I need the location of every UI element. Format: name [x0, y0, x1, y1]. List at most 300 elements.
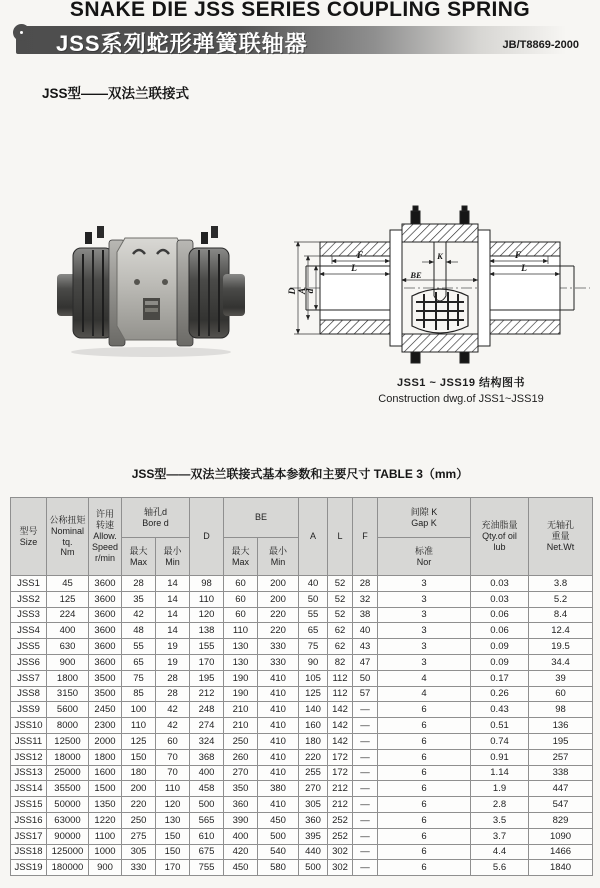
table-cell: 360: [224, 797, 258, 813]
table-cell: 110: [224, 623, 258, 639]
table-cell: 500: [299, 860, 328, 876]
table-cell: 3: [378, 639, 471, 655]
table-cell: 6: [378, 812, 471, 828]
table-cell: 52: [328, 591, 353, 607]
table-cell: JSS9: [11, 702, 47, 718]
table-cell: 62: [328, 639, 353, 655]
col-header-bore-max: 最大 Max: [122, 538, 156, 576]
table-cell: 28: [156, 686, 190, 702]
table-cell: 6: [378, 718, 471, 734]
table-cell: 62: [328, 623, 353, 639]
section-heading: JSS型——双法兰联接式: [42, 86, 190, 101]
table-cell: 3600: [89, 623, 122, 639]
table-cell: 410: [258, 670, 299, 686]
table-cell: JSS2: [11, 591, 47, 607]
table-cell: —: [353, 781, 378, 797]
table-cell: 338: [529, 765, 593, 781]
table-cell: 755: [190, 860, 224, 876]
table-row: [11, 718, 593, 734]
table-cell: 5.6: [471, 860, 529, 876]
table-cell: 1220: [89, 812, 122, 828]
table-cell: 3500: [89, 670, 122, 686]
table-cell: JSS5: [11, 639, 47, 655]
table-cell: 112: [328, 670, 353, 686]
table-cell: 138: [190, 623, 224, 639]
table-cell: 57: [353, 686, 378, 702]
table-cell: JSS17: [11, 828, 47, 844]
table-cell: 0.09: [471, 654, 529, 670]
table-cell: 3600: [89, 654, 122, 670]
table-cell: 360: [299, 812, 328, 828]
table-cell: 14: [156, 623, 190, 639]
table-cell: 120: [190, 607, 224, 623]
table-cell: 38: [353, 607, 378, 623]
col-header-gap-k: 间隙 K Gap K: [378, 498, 471, 538]
table-cell: 540: [258, 844, 299, 860]
table-cell: 675: [190, 844, 224, 860]
table-cell: 220: [258, 623, 299, 639]
table-cell: 50: [353, 670, 378, 686]
dim-label-A: A: [298, 287, 308, 295]
table-cell: 14: [156, 576, 190, 592]
table-cell: 60: [529, 686, 593, 702]
col-header-size: 型号 Size: [11, 498, 47, 576]
table-cell: 82: [328, 654, 353, 670]
banner-title-cn: JSS系列蛇形弹簧联轴器: [56, 31, 308, 56]
table-cell: 305: [122, 844, 156, 860]
table-row: [11, 576, 593, 592]
col-header-speed: 许用 转速 Allow. Speed r/min: [89, 498, 122, 576]
table-cell: 255: [299, 765, 328, 781]
table-cell: 50000: [47, 797, 89, 813]
table-cell: 0.03: [471, 576, 529, 592]
table-cell: 350: [224, 781, 258, 797]
table-row: [11, 670, 593, 686]
table-cell: 252: [328, 828, 353, 844]
table-cell: 155: [190, 639, 224, 655]
table-cell: 420: [224, 844, 258, 860]
table-cell: 0.03: [471, 591, 529, 607]
table-cell: 40: [353, 623, 378, 639]
table-cell: 440: [299, 844, 328, 860]
table-cell: JSS13: [11, 765, 47, 781]
ring-icon: [13, 24, 30, 41]
table-cell: 6: [378, 702, 471, 718]
table-cell: 500: [190, 797, 224, 813]
table-row: [11, 623, 593, 639]
table-cell: 5.2: [529, 591, 593, 607]
table-cell: 125: [122, 733, 156, 749]
table-cell: 2300: [89, 718, 122, 734]
col-header-L: L: [328, 498, 353, 576]
table-cell: 500: [258, 828, 299, 844]
table-cell: 25000: [47, 765, 89, 781]
table-cell: 142: [328, 702, 353, 718]
table-cell: 6: [378, 828, 471, 844]
table-cell: 32: [353, 591, 378, 607]
table-cell: 12500: [47, 733, 89, 749]
table-cell: 42: [156, 718, 190, 734]
table-cell: 98: [190, 576, 224, 592]
table-cell: 52: [328, 607, 353, 623]
table-cell: 252: [328, 812, 353, 828]
table-cell: 212: [328, 781, 353, 797]
table-cell: 0.06: [471, 607, 529, 623]
table-cell: 125: [299, 686, 328, 702]
table-cell: 547: [529, 797, 593, 813]
table-cell: JSS12: [11, 749, 47, 765]
table-cell: 0.74: [471, 733, 529, 749]
table-cell: 130: [224, 654, 258, 670]
table-cell: 260: [224, 749, 258, 765]
dim-label-K: K: [437, 251, 443, 261]
table-cell: 14: [156, 607, 190, 623]
table-cell: 112: [328, 686, 353, 702]
table-cell: JSS6: [11, 654, 47, 670]
table-cell: 330: [258, 639, 299, 655]
table-cell: 3.7: [471, 828, 529, 844]
col-header-bore-min: 最小 Min: [156, 538, 190, 576]
table-cell: 1000: [89, 844, 122, 860]
col-header-be-min: 最小 Min: [258, 538, 299, 576]
table-cell: 70: [156, 749, 190, 765]
table-cell: 170: [190, 654, 224, 670]
table-cell: 3500: [89, 686, 122, 702]
table-cell: 35500: [47, 781, 89, 797]
table-cell: 1500: [89, 781, 122, 797]
table-cell: 2450: [89, 702, 122, 718]
table-cell: 136: [529, 718, 593, 734]
table-cell: 14: [156, 591, 190, 607]
table-cell: 43: [353, 639, 378, 655]
table-cell: 4: [378, 670, 471, 686]
col-header-be-max: 最大 Max: [224, 538, 258, 576]
table-cell: 410: [258, 686, 299, 702]
table-header: [11, 498, 593, 576]
table-cell: 142: [328, 733, 353, 749]
table-cell: 1100: [89, 828, 122, 844]
table-cell: 900: [89, 860, 122, 876]
table-cell: 630: [47, 639, 89, 655]
col-header-A: A: [299, 498, 328, 576]
table-cell: 6: [378, 797, 471, 813]
table-cell: 410: [258, 797, 299, 813]
table-cell: 120: [156, 797, 190, 813]
table-cell: 400: [47, 623, 89, 639]
table-row: [11, 797, 593, 813]
table-cell: 55: [122, 639, 156, 655]
table-cell: 160: [299, 718, 328, 734]
table-cell: 98: [529, 702, 593, 718]
page-title: SNAKE DIE JSS SERIES COUPLING SPRING: [69, 0, 531, 21]
table-row: [11, 607, 593, 623]
table-cell: 302: [328, 860, 353, 876]
table-cell: 45: [47, 576, 89, 592]
table-cell: 42: [156, 702, 190, 718]
col-header-torque: 公称扭矩 Nominal tq. Nm: [47, 498, 89, 576]
table-cell: 18000: [47, 749, 89, 765]
table-cell: 63000: [47, 812, 89, 828]
table-cell: 47: [353, 654, 378, 670]
table-cell: 55: [299, 607, 328, 623]
table-cell: 35: [122, 591, 156, 607]
dim-label-d: d: [306, 288, 316, 294]
table-cell: 125: [47, 591, 89, 607]
table-cell: 0.26: [471, 686, 529, 702]
table-cell: —: [353, 860, 378, 876]
table-cell: 458: [190, 781, 224, 797]
col-header-BE: BE: [224, 498, 299, 538]
table-cell: JSS16: [11, 812, 47, 828]
figure-caption: [330, 374, 592, 405]
table-cell: 400: [190, 765, 224, 781]
table-cell: 142: [328, 718, 353, 734]
table-cell: 1350: [89, 797, 122, 813]
coupling-photo-graphic: [45, 212, 257, 366]
table-cell: 6: [378, 844, 471, 860]
table-cell: —: [353, 844, 378, 860]
table-cell: 110: [122, 718, 156, 734]
table-cell: 200: [122, 781, 156, 797]
col-header-weight: 无轴孔 重量 Net.Wt: [529, 498, 593, 576]
figure-caption-cn: JSS1 ~ JSS19 结构图书: [396, 377, 526, 389]
table-cell: 250: [224, 733, 258, 749]
table-row: [11, 686, 593, 702]
table-cell: JSS11: [11, 733, 47, 749]
table-cell: 60: [156, 733, 190, 749]
table-cell: 6: [378, 781, 471, 797]
table-cell: 3: [378, 576, 471, 592]
table-cell: 274: [190, 718, 224, 734]
table-cell: 224: [47, 607, 89, 623]
table-cell: 0.51: [471, 718, 529, 734]
table-row: [11, 828, 593, 844]
table-cell: 3600: [89, 639, 122, 655]
table-cell: 172: [328, 749, 353, 765]
table-cell: JSS7: [11, 670, 47, 686]
table-cell: JSS3: [11, 607, 47, 623]
table-row: [11, 749, 593, 765]
table-cell: 0.91: [471, 749, 529, 765]
table-cell: 305: [299, 797, 328, 813]
table-cell: —: [353, 812, 378, 828]
table-cell: 6: [378, 749, 471, 765]
table-cell: 75: [122, 670, 156, 686]
table-cell: 39: [529, 670, 593, 686]
table-cell: 180: [299, 733, 328, 749]
table-cell: 1600: [89, 765, 122, 781]
table-cell: 28: [353, 576, 378, 592]
table-cell: 65: [299, 623, 328, 639]
table-cell: 829: [529, 812, 593, 828]
table-cell: —: [353, 718, 378, 734]
table-cell: —: [353, 797, 378, 813]
table-cell: 150: [156, 844, 190, 860]
figure-caption-en: Construction dwg.of JSS1~JSS19: [378, 393, 544, 405]
table-cell: 3600: [89, 576, 122, 592]
table-cell: 212: [190, 686, 224, 702]
table-cell: 150: [156, 828, 190, 844]
table-row: [11, 765, 593, 781]
table-cell: —: [353, 749, 378, 765]
table-cell: 3600: [89, 591, 122, 607]
table-cell: 170: [156, 860, 190, 876]
table-cell: 324: [190, 733, 224, 749]
table-cell: JSS14: [11, 781, 47, 797]
table-cell: 48: [122, 623, 156, 639]
col-header-bore: 轴孔d Bore d: [122, 498, 190, 538]
table-cell: 395: [299, 828, 328, 844]
table-cell: 450: [258, 812, 299, 828]
table-cell: 3: [378, 623, 471, 639]
table-cell: 610: [190, 828, 224, 844]
table-cell: 19.5: [529, 639, 593, 655]
table-cell: 40: [299, 576, 328, 592]
table-cell: 200: [258, 591, 299, 607]
table-row: [11, 844, 593, 860]
table-cell: 330: [258, 654, 299, 670]
table-cell: 42: [122, 607, 156, 623]
table-cell: 210: [224, 718, 258, 734]
coupling-section-drawing: [284, 200, 596, 370]
table-cell: 5600: [47, 702, 89, 718]
standard-code: JB/T8869-2000: [502, 39, 579, 51]
table-cell: 60: [224, 576, 258, 592]
table-row: [11, 733, 593, 749]
table-cell: 6: [378, 765, 471, 781]
table-cell: 257: [529, 749, 593, 765]
table-row: [11, 781, 593, 797]
dim-label-F-left: F: [356, 251, 364, 261]
table-cell: JSS15: [11, 797, 47, 813]
table-cell: 1090: [529, 828, 593, 844]
table-cell: 390: [224, 812, 258, 828]
table-cell: 12.4: [529, 623, 593, 639]
table-cell: 250: [122, 812, 156, 828]
coupling-drawing-graphic: [284, 200, 596, 370]
dim-label-L-right: L: [521, 264, 527, 274]
dim-label-BE: BE: [410, 270, 422, 280]
table-cell: JSS19: [11, 860, 47, 876]
table-cell: 270: [224, 765, 258, 781]
table-cell: JSS8: [11, 686, 47, 702]
table-cell: 275: [122, 828, 156, 844]
table-cell: 110: [190, 591, 224, 607]
table-cell: 380: [258, 781, 299, 797]
table-cell: 447: [529, 781, 593, 797]
table-cell: 28: [122, 576, 156, 592]
table-cell: 330: [122, 860, 156, 876]
table-row: [11, 702, 593, 718]
table-cell: 1800: [89, 749, 122, 765]
table-body: [11, 576, 593, 876]
table-cell: 248: [190, 702, 224, 718]
table-cell: 65: [122, 654, 156, 670]
table-cell: 565: [190, 812, 224, 828]
table-cell: 0.09: [471, 639, 529, 655]
spec-table: [10, 497, 593, 876]
table-cell: 190: [224, 670, 258, 686]
table-cell: 50: [299, 591, 328, 607]
table-cell: JSS10: [11, 718, 47, 734]
table-cell: 270: [299, 781, 328, 797]
table-cell: 8.4: [529, 607, 593, 623]
table-cell: 150: [122, 749, 156, 765]
table-cell: 3.5: [471, 812, 529, 828]
table-cell: 1.14: [471, 765, 529, 781]
table-cell: 212: [328, 797, 353, 813]
table-cell: 1800: [47, 670, 89, 686]
table-cell: 220: [122, 797, 156, 813]
table-row: [11, 812, 593, 828]
table-cell: —: [353, 765, 378, 781]
table-title: JSS型——双法兰联接式基本参数和主要尺寸 TABLE 3（mm）: [131, 467, 469, 481]
table-cell: 60: [224, 607, 258, 623]
table-cell: 410: [258, 718, 299, 734]
table-cell: 6: [378, 860, 471, 876]
table-cell: 3: [378, 654, 471, 670]
table-cell: 368: [190, 749, 224, 765]
table-cell: 85: [122, 686, 156, 702]
table-cell: 190: [224, 686, 258, 702]
col-header-F: F: [353, 498, 378, 576]
table-cell: 110: [156, 781, 190, 797]
table-row: [11, 591, 593, 607]
table-cell: 3: [378, 607, 471, 623]
table-cell: —: [353, 828, 378, 844]
table-cell: 195: [190, 670, 224, 686]
table-cell: 1466: [529, 844, 593, 860]
table-cell: 4.4: [471, 844, 529, 860]
table-cell: 75: [299, 639, 328, 655]
table-cell: 220: [299, 749, 328, 765]
table-cell: 8000: [47, 718, 89, 734]
table-cell: 3.8: [529, 576, 593, 592]
table-cell: 19: [156, 639, 190, 655]
table-cell: JSS18: [11, 844, 47, 860]
table-cell: 302: [328, 844, 353, 860]
table-cell: 2000: [89, 733, 122, 749]
table-cell: 34.4: [529, 654, 593, 670]
table-cell: 0.17: [471, 670, 529, 686]
table-cell: 2.8: [471, 797, 529, 813]
table-cell: 410: [258, 749, 299, 765]
table-cell: 0.06: [471, 623, 529, 639]
table-cell: 0.43: [471, 702, 529, 718]
table-cell: 180000: [47, 860, 89, 876]
table-cell: 410: [258, 702, 299, 718]
col-header-D: D: [190, 498, 224, 576]
table-cell: 4: [378, 686, 471, 702]
table-cell: 580: [258, 860, 299, 876]
table-cell: 125000: [47, 844, 89, 860]
table-cell: 400: [224, 828, 258, 844]
table-cell: 28: [156, 670, 190, 686]
table-row: [11, 639, 593, 655]
dim-label-L-left: L: [351, 264, 357, 274]
col-header-oil: 充油脂量 Qty.of oil lub: [471, 498, 529, 576]
table-cell: 19: [156, 654, 190, 670]
table-cell: 140: [299, 702, 328, 718]
table-cell: 1840: [529, 860, 593, 876]
table-cell: 210: [224, 702, 258, 718]
table-cell: 200: [258, 576, 299, 592]
table-cell: 900: [47, 654, 89, 670]
table-cell: 100: [122, 702, 156, 718]
col-header-gap-nor: 标准 Nor: [378, 538, 471, 576]
table-cell: 1.9: [471, 781, 529, 797]
table-cell: 60: [224, 591, 258, 607]
